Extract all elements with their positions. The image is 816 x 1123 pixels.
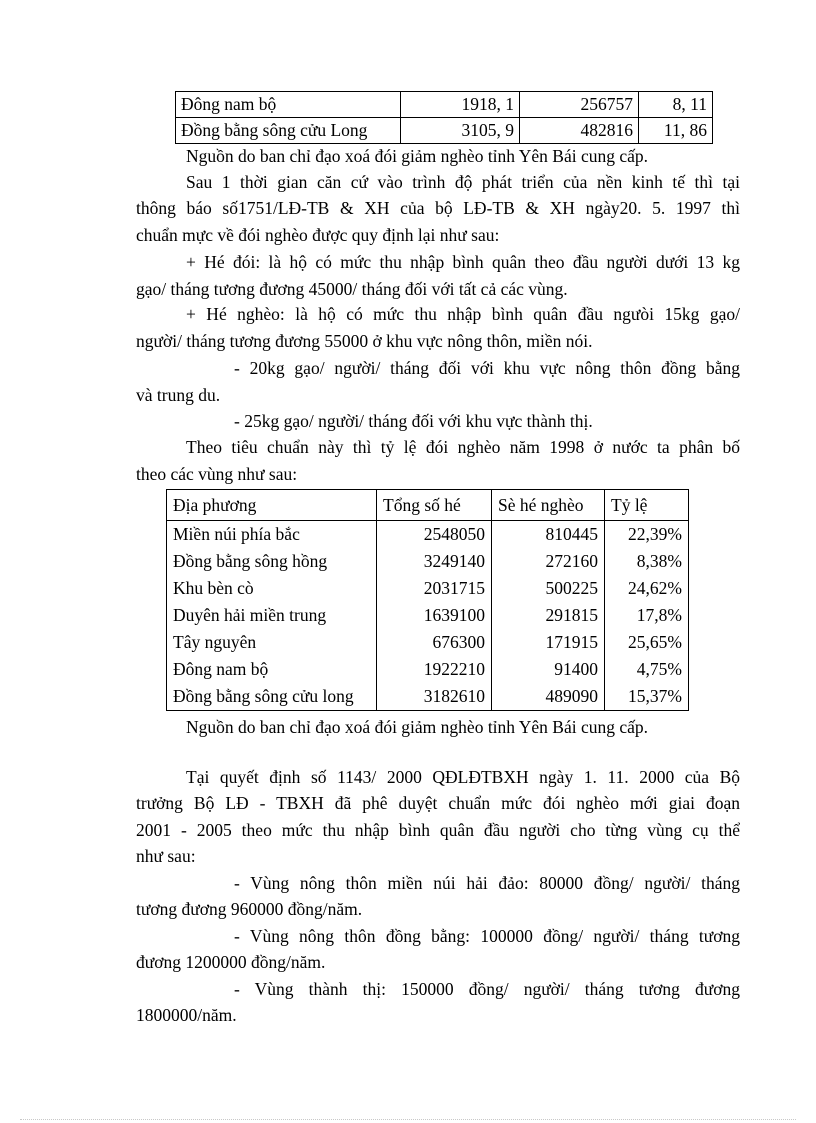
table-cell: 1639100 [377,602,492,629]
table-cell: 24,62% [605,575,689,602]
table-cell: 8, 11 [639,92,713,118]
table-cell: 1918, 1 [401,92,520,118]
table-row [176,118,713,144]
column-header: Tổng số hé [377,490,492,521]
paragraph-line: gạo/ tháng tương đương 45000/ tháng đối với tất cả các vùng. [136,279,568,299]
table-row [167,521,689,549]
table-cell: 15,37% [605,683,689,711]
paragraph-line: thông báo số1751/LĐ-TB & XH của bộ LĐ-TB & XH ngày20. 5. 1997 thì [136,198,740,218]
table-cell: 489090 [492,683,605,711]
paragraph-line: như sau: [136,846,196,866]
table-cell: 11, 86 [639,118,713,144]
column-header: Địa phương [167,490,377,521]
table-cell: 482816 [520,118,639,144]
table-header-row [167,490,689,521]
table-cell: 25,65% [605,629,689,656]
paragraph-line: người/ tháng tương đương 55000 ở khu vực nông thôn, miền nói. [136,331,593,351]
table-cell: 171915 [492,629,605,656]
paragraph-line: và trung du. [136,385,221,405]
table-row [176,92,713,118]
paragraph-line: - Vùng thành thị: 150000 đồng/ người/ tháng tương đương [234,979,740,999]
column-header: Sè hé nghèo [492,490,605,521]
table-cell: Đồng bằng sông hồng [167,548,377,575]
source-note-2: Nguồn do ban chỉ đạo xoá đói giảm nghèo tỉnh Yên Bái cung cấp. [186,717,649,737]
paragraph-line: - Vùng nông thôn miền núi hải đảo: 80000 đồng/ người/ tháng [234,873,740,893]
paragraph-line: theo các vùng như sau: [136,464,298,484]
paragraph-line: - 25kg gạo/ người/ tháng đối với khu vực thành thị. [234,411,593,431]
paragraph-line: Tại quyết định số 1143/ 2000 QĐLĐTBXH ngày 1. 11. 2000 của Bộ [186,767,740,787]
table-cell: 810445 [492,521,605,549]
paragraph-line: - Vùng nông thôn đồng bằng: 100000 đồng/ người/ tháng tương [234,926,740,946]
table-cell: 22,39% [605,521,689,549]
paragraph-line: Theo tiêu chuẩn này thì tỷ lệ đói nghèo năm 1998 ở nước ta phân bố [186,437,740,457]
poverty-rate-table [166,489,689,711]
paragraph-line: Sau 1 thời gian căn cứ vào trình độ phát triển của nền kinh tế thì tại [186,172,740,192]
table-cell: 2548050 [377,521,492,549]
table-row [167,602,689,629]
table-row [167,656,689,683]
table-row [167,548,689,575]
table-cell: 8,38% [605,548,689,575]
table-cell: 676300 [377,629,492,656]
column-header: Tỷ lệ [605,490,689,521]
table-cell: 17,8% [605,602,689,629]
source-note-1: Nguồn do ban chỉ đạo xoá đói giảm nghèo tỉnh Yên Bái cung cấp. [186,146,649,166]
table-cell: Đồng bằng sông cửu long [167,683,377,711]
page-footer-divider [20,1119,796,1120]
paragraph-line: trưởng Bộ LĐ - TBXH đã phê duyệt chuẩn mức đói nghèo mới giai đoạn [136,793,740,813]
paragraph-line: tương đương 960000 đồng/năm. [136,899,363,919]
paragraph-line: 2001 - 2005 theo mức thu nhập bình quân đầu người cho từng vùng cụ thể [136,820,740,840]
regional-table-1 [175,91,713,144]
paragraph-line: + Hé nghèo: là hộ có mức thu nhập bình quân đầu ngưòi 15kg gạo/ [186,304,740,324]
table-cell: Tây nguyên [167,629,377,656]
table-cell: 500225 [492,575,605,602]
table-cell: Đông nam bộ [176,92,401,118]
table-cell: 2031715 [377,575,492,602]
table-cell: 3249140 [377,548,492,575]
paragraph-line: 1800000/năm. [136,1005,237,1025]
table-cell: 91400 [492,656,605,683]
table-cell: Miền núi phía bắc [167,521,377,549]
table-cell: 4,75% [605,656,689,683]
table-row [167,629,689,656]
paragraph-line: + Hé đói: là hộ có mức thu nhập bình quân theo đầu người dưới 13 kg [186,252,740,272]
table-cell: 3182610 [377,683,492,711]
table-cell: Khu bèn cò [167,575,377,602]
table-cell: 272160 [492,548,605,575]
table-cell: 291815 [492,602,605,629]
paragraph-line: đương 1200000 đồng/năm. [136,952,326,972]
table-cell: Duyên hải miền trung [167,602,377,629]
table-cell: 1922210 [377,656,492,683]
table-cell: Đông nam bộ [167,656,377,683]
table-row [167,575,689,602]
table-row [167,683,689,711]
paragraph-line: chuẩn mực về đói nghèo được quy định lại như sau: [136,225,500,245]
table-cell: Đồng bằng sông cửu Long [176,118,401,144]
table-cell: 256757 [520,92,639,118]
paragraph-line: - 20kg gạo/ người/ tháng đối với khu vực nông thôn đồng bằng [234,358,740,378]
table-cell: 3105, 9 [401,118,520,144]
